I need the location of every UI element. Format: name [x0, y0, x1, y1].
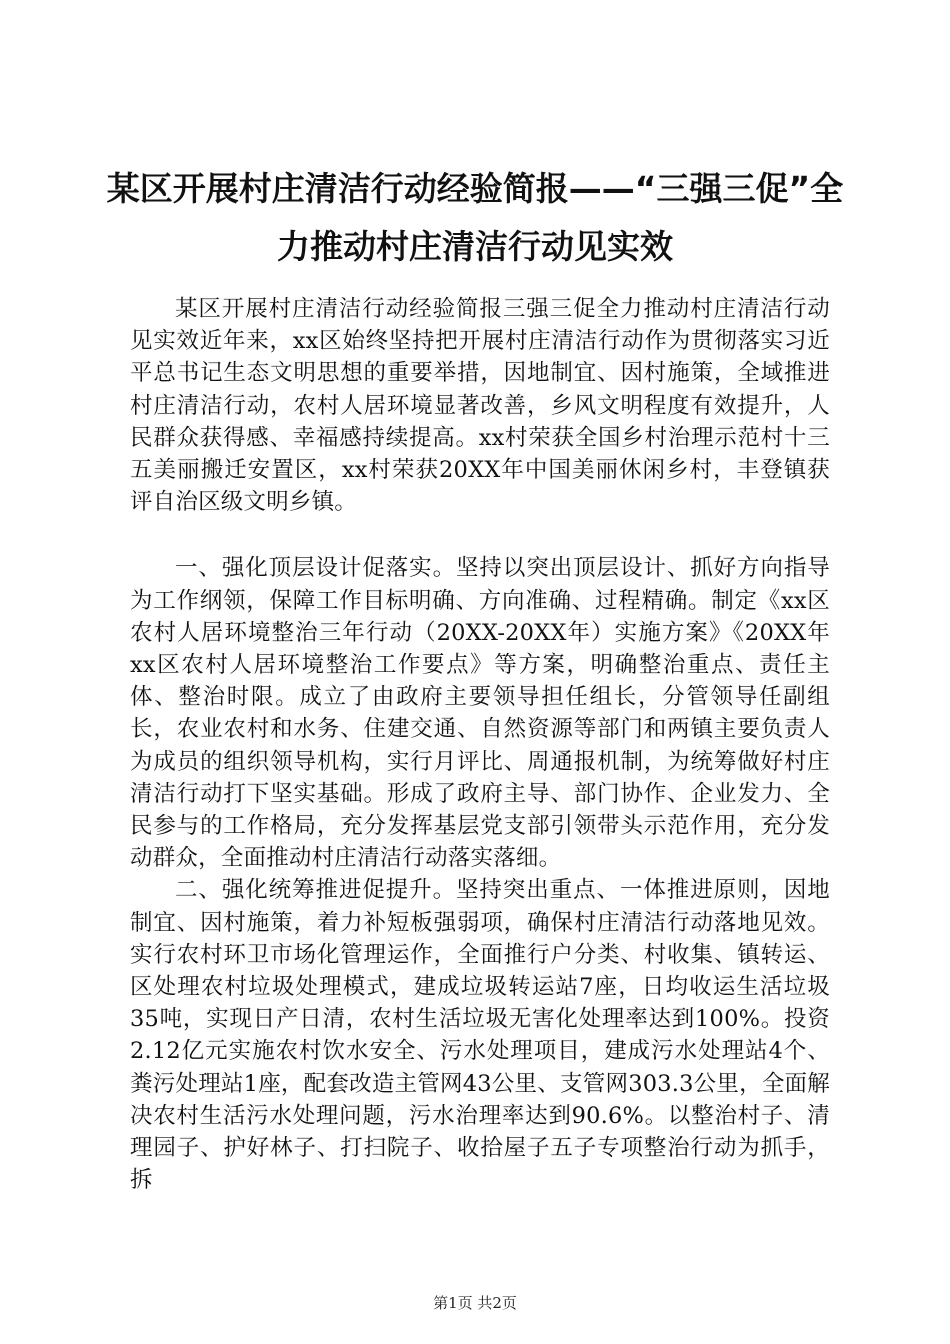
paragraph-intro: 某区开展村庄清洁行动经验简报三强三促全力推动村庄清洁行动见实效近年来，xx区始终坚持把开展村庄清洁行动作为贯彻落实习近平总书记生态文明思想的重要举措，因地制宜、因村施策，全域推进村庄清洁行动，农村人居环境显著改善，乡风文明程度有效提升，人民群众获得感、幸福感持续提高。xx村荣获全国乡村治理示范村十三五美丽搬迁安置区，xx村荣获20XX年中国美丽休闲乡村，丰登镇获评自治区级文明乡镇。	[130, 296, 830, 516]
paragraph-section-one: 一、强化顶层设计促落实。坚持以突出顶层设计、抓好方向指导为工作纲领，保障工作目标明确、方向准确、过程精确。制定《xx区农村人居环境整治三年行动（20XX-20XX年）实施方案》《20XX年xx区农村人居环境整治工作要点》等方案，明确整治重点、责任主体、整治时限。成立了由政府主要领导担任组长，分管领导任副组长，农业农村和水务、住建交通、自然资源等部门和两镇主要负责人为成员的组织领导机构，实行月评比、周通报机制，为统筹做好村庄清洁行动打下坚实基础。形成了政府主导、部门协作、企业发力、全民参与的工作格局，充分发挥基层党支部引领带头示范作用，充分发动群众，全面推动村庄清洁行动落实落细。	[130, 555, 830, 872]
document-title: 某区开展村庄清洁行动经验简报——“三强三促”全力推动村庄清洁行动见实效	[106, 169, 844, 266]
paragraph-section-two: 二、强化统筹推进促提升。坚持突出重点、一体推进原则，因地制宜、因村施策，着力补短板强弱项，确保村庄清洁行动落地见效。实行农村环卫市场化管理运作，全面推行户分类、村收集、镇转运、区处理农村垃圾处理模式，建成垃圾转运站7座，日均收运生活垃圾35吨，实现日产日清，农村生活垃圾无害化处理率达到100%。投资2.12亿元实施农村饮水安全、污水处理项目，建成污水处理站4个、粪污处理站1座，配套改造主管网43公里、支管网303.3公里，全面解决农村生活污水处理问题，污水治理率达到90.6%。以整治村子、清理园子、护好林子、打扫院子、收拾屋子五子专项整治行动为抓手，拆	[130, 877, 830, 1194]
paragraph-gap	[130, 518, 830, 552]
document-body	[130, 293, 830, 1196]
page-number-footer: 第1页 共2页	[433, 1294, 517, 1312]
